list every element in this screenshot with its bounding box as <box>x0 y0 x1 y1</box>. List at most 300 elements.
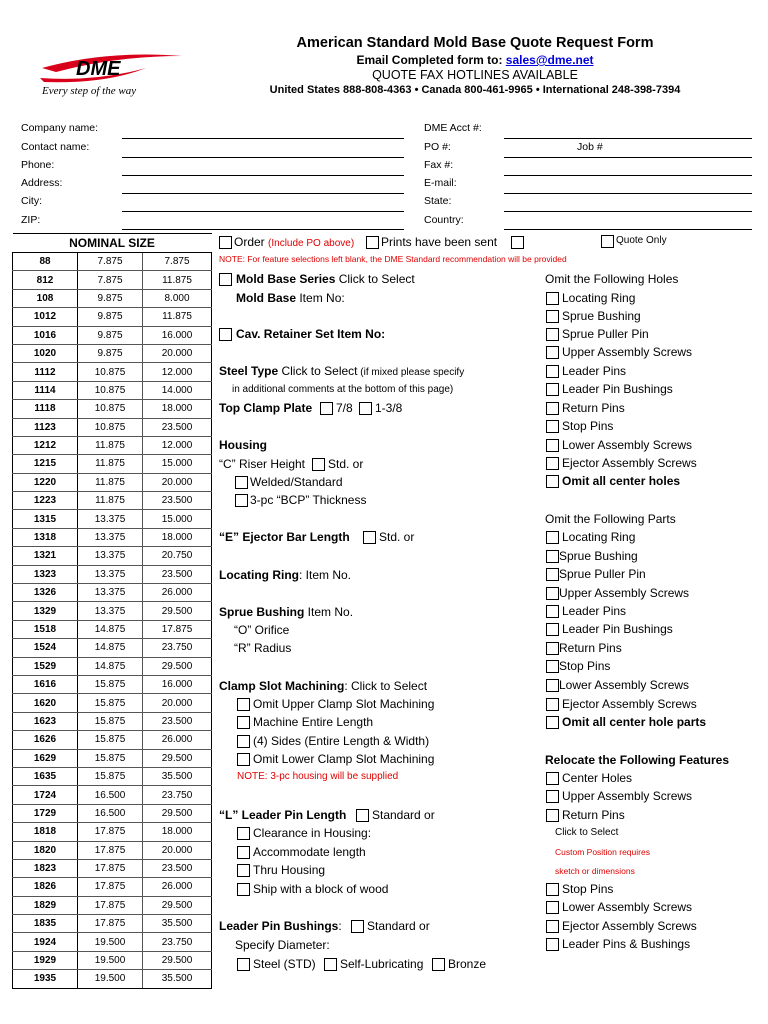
specify-diameter-label: Specify Diameter: <box>235 938 330 952</box>
size-length-cell: 15.000 <box>143 510 212 528</box>
size-row <box>13 289 212 307</box>
omit-all-holes-label: Omit all center holes <box>562 474 681 488</box>
size-code-cell: 1626 <box>13 731 78 749</box>
top-clamp-138-label: 1-3/8 <box>375 401 403 415</box>
size-code-cell: 1829 <box>13 896 78 914</box>
size-width-cell: 15.875 <box>78 731 143 749</box>
size-length-cell: 16.000 <box>143 326 212 344</box>
omit-hole-return-pins-checkbox[interactable] <box>546 402 559 415</box>
size-length-cell: 29.500 <box>143 951 212 969</box>
company-field[interactable] <box>122 138 404 139</box>
leader-clearance-label: Clearance in Housing: <box>253 826 372 840</box>
relocate-return-pins-label: Return Pins <box>562 808 625 822</box>
mold-item-bold: Mold Base <box>236 291 297 305</box>
size-width-cell: 19.500 <box>78 970 143 988</box>
size-width-cell: 17.875 <box>78 859 143 877</box>
size-code-cell: 1929 <box>13 951 78 969</box>
size-length-cell: 29.500 <box>143 896 212 914</box>
phone-label: Phone: <box>21 159 55 171</box>
size-width-cell: 19.500 <box>78 951 143 969</box>
omit-hole-sprue-puller-checkbox[interactable] <box>546 328 559 341</box>
size-width-cell: 11.875 <box>78 473 143 491</box>
clamp-entire-length-label: Machine Entire Length <box>253 715 374 729</box>
size-code-cell: 1321 <box>13 547 78 565</box>
size-code-cell: 1524 <box>13 639 78 657</box>
size-row <box>13 694 212 712</box>
relocate-click-select: Click to Select <box>555 827 619 838</box>
size-code-cell: 1020 <box>13 344 78 362</box>
size-length-cell: 26.000 <box>143 584 212 602</box>
size-length-cell: 18.000 <box>143 823 212 841</box>
size-width-cell: 15.875 <box>78 749 143 767</box>
steel-type-note: (if mixed please specify <box>357 367 465 378</box>
size-code-cell: 1826 <box>13 878 78 896</box>
mold-series-checkbox[interactable] <box>219 273 232 286</box>
omit-all-holes-checkbox[interactable] <box>546 475 559 488</box>
size-width-cell: 10.875 <box>78 418 143 436</box>
size-code-cell: 1114 <box>13 381 78 399</box>
omit-hole-leader-bushings-checkbox[interactable] <box>546 383 559 396</box>
size-length-cell: 23.750 <box>143 786 212 804</box>
size-width-cell: 11.875 <box>78 436 143 454</box>
size-length-cell: 35.500 <box>143 915 212 933</box>
size-row <box>13 510 212 528</box>
omit-all-parts-label: Omit all center hole parts <box>562 715 707 729</box>
dme-logo <box>36 48 186 98</box>
self-lubricating-label: Self-Lubricating <box>340 957 424 971</box>
relocate-lower-screws-checkbox[interactable] <box>546 901 559 914</box>
steel-std-checkbox[interactable] <box>237 958 250 971</box>
size-row <box>13 528 212 546</box>
size-row <box>13 492 212 510</box>
city-field[interactable] <box>122 211 404 212</box>
size-code-cell: 1629 <box>13 749 78 767</box>
size-width-cell: 10.875 <box>78 400 143 418</box>
size-code-cell: 1318 <box>13 528 78 546</box>
size-length-cell: 29.500 <box>143 657 212 675</box>
size-code-cell: 1820 <box>13 841 78 859</box>
clamp-four-sides-checkbox[interactable] <box>237 735 250 748</box>
cav-retainer-label: Cav. Retainer Set Item No: <box>236 327 386 341</box>
ejector-std-checkbox[interactable] <box>363 531 376 544</box>
size-width-cell: 14.875 <box>78 657 143 675</box>
size-width-cell: 13.375 <box>78 565 143 583</box>
size-code-cell: 1315 <box>13 510 78 528</box>
size-length-cell: 20.000 <box>143 694 212 712</box>
mold-item-label <box>236 291 345 305</box>
leader-ship-block-label: Ship with a block of wood <box>253 882 389 896</box>
omit-hole-sprue-puller-label: Sprue Puller Pin <box>562 327 649 341</box>
omit-hole-stop-pins-checkbox[interactable] <box>546 420 559 433</box>
size-width-cell: 17.875 <box>78 841 143 859</box>
bcp-label: 3-pc “BCP” Thickness <box>250 493 367 507</box>
clamp-slot-rest: : Click to Select <box>344 679 428 693</box>
fax-label: Fax #: <box>424 159 454 171</box>
bronze-label: Bronze <box>448 957 487 971</box>
lpb-rest: : <box>338 919 342 933</box>
size-length-cell: 20.000 <box>143 473 212 491</box>
size-row <box>13 473 212 491</box>
clamp-omit-lower-checkbox[interactable] <box>237 753 250 766</box>
size-width-cell: 7.875 <box>78 271 143 289</box>
size-code-cell: 1112 <box>13 363 78 381</box>
fax-title: QUOTE FAX HOTLINES AVAILABLE <box>372 68 578 82</box>
size-code-cell: 1529 <box>13 657 78 675</box>
size-code-cell: 1623 <box>13 712 78 730</box>
riser-std-label: Std. or <box>328 457 364 471</box>
size-row <box>13 841 212 859</box>
omit-hole-ejector-screws-label: Ejector Assembly Screws <box>562 456 697 470</box>
lpb-label <box>219 919 342 933</box>
size-row <box>13 823 212 841</box>
order-label <box>234 235 354 251</box>
size-code-cell: 1835 <box>13 915 78 933</box>
size-row <box>13 584 212 602</box>
steel-type-rest: Click to Select <box>278 364 358 378</box>
top-clamp-78-label: 7/8 <box>336 401 353 415</box>
relocate-leader-pins-label: Leader Pins & Bushings <box>562 937 691 951</box>
size-code-cell: 1935 <box>13 970 78 988</box>
size-width-cell: 9.875 <box>78 289 143 307</box>
ejector-bar-label: “E” Ejector Bar Length <box>219 530 350 544</box>
size-length-cell: 12.000 <box>143 436 212 454</box>
omit-part-upper-screws-checkbox[interactable] <box>546 587 559 600</box>
omit-hole-leader-pins-checkbox[interactable] <box>546 365 559 378</box>
omit-part-return-pins-checkbox[interactable] <box>546 642 559 655</box>
size-length-cell: 20.750 <box>143 547 212 565</box>
email-field[interactable] <box>504 193 752 194</box>
size-length-cell: 20.000 <box>143 344 212 362</box>
size-code-cell: 1212 <box>13 436 78 454</box>
leader-clearance-checkbox[interactable] <box>237 827 250 840</box>
prints-label: Prints have been sent <box>381 235 498 249</box>
size-length-cell: 12.000 <box>143 363 212 381</box>
omit-hole-locating-ring-label: Locating Ring <box>562 291 636 305</box>
size-code-cell: 1635 <box>13 767 78 785</box>
omit-part-stop-pins-label: Stop Pins <box>559 659 611 673</box>
lpb-std-checkbox[interactable] <box>351 920 364 933</box>
job-label: Job # <box>577 141 603 153</box>
size-width-cell: 13.375 <box>78 547 143 565</box>
self-lubricating-checkbox[interactable] <box>324 958 337 971</box>
size-length-cell: 20.000 <box>143 841 212 859</box>
size-width-cell: 15.875 <box>78 712 143 730</box>
omit-hole-lower-screws-checkbox[interactable] <box>546 439 559 452</box>
size-row <box>13 253 212 271</box>
sprue-bushing-bold: Sprue Bushing <box>219 605 305 619</box>
size-length-cell: 23.500 <box>143 492 212 510</box>
size-code-cell: 1118 <box>13 400 78 418</box>
company-label: Company name: <box>21 122 99 134</box>
size-row <box>13 620 212 638</box>
size-row <box>13 767 212 785</box>
size-length-cell: 26.000 <box>143 878 212 896</box>
ejector-std-label: Std. or <box>379 530 415 544</box>
omit-part-ejector-screws-checkbox[interactable] <box>546 698 559 711</box>
clamp-slot-bold: Clamp Slot Machining <box>219 679 345 693</box>
leader-accommodate-checkbox[interactable] <box>237 846 250 859</box>
size-row <box>13 951 212 969</box>
omit-part-lower-screws-checkbox[interactable] <box>546 679 559 692</box>
size-code-cell: 1012 <box>13 308 78 326</box>
size-width-cell: 16.500 <box>78 786 143 804</box>
size-row <box>13 712 212 730</box>
size-length-cell: 17.875 <box>143 620 212 638</box>
po-label: PO #: <box>424 141 451 153</box>
prints-checkbox[interactable] <box>366 236 379 249</box>
phone-hotlines: United States 888-808-4363 • Canada 800-461-9965 • International 248-398-7394 <box>269 84 681 96</box>
size-row <box>13 804 212 822</box>
riser-label: “C” Riser Height <box>219 457 306 471</box>
relocate-ejector-screws-checkbox[interactable] <box>546 920 559 933</box>
size-row <box>13 970 212 988</box>
omit-part-return-pins-label: Return Pins <box>559 641 622 655</box>
cav-retainer-checkbox[interactable] <box>219 328 232 341</box>
order-checkbox[interactable] <box>219 236 232 249</box>
relocate-return-pins-checkbox[interactable] <box>546 809 559 822</box>
bronze-checkbox[interactable] <box>432 958 445 971</box>
size-code-cell: 812 <box>13 271 78 289</box>
size-row <box>13 271 212 289</box>
contact-field[interactable] <box>122 157 404 158</box>
size-row <box>13 639 212 657</box>
size-row <box>13 786 212 804</box>
email-link[interactable]: sales@dme.net <box>505 53 594 67</box>
order-text: Order <box>234 235 265 249</box>
size-width-cell: 7.875 <box>78 253 143 271</box>
omit-hole-sprue-bushing-checkbox[interactable] <box>546 310 559 323</box>
sprue-bushing-label <box>219 605 353 619</box>
size-width-cell: 15.875 <box>78 694 143 712</box>
country-field[interactable] <box>504 229 752 230</box>
omit-part-leader-pins-label: Leader Pins <box>562 604 627 618</box>
size-length-cell: 7.875 <box>143 253 212 271</box>
steel-std-label: Steel (STD) <box>253 957 316 971</box>
order-note: (Include PO above) <box>268 238 355 249</box>
phone-field[interactable] <box>122 175 404 176</box>
size-code-cell: 1215 <box>13 455 78 473</box>
size-length-cell: 29.500 <box>143 602 212 620</box>
welded-label: Welded/Standard <box>250 475 343 489</box>
size-row <box>13 749 212 767</box>
quote-only-checkbox[interactable] <box>601 235 614 248</box>
size-row <box>13 326 212 344</box>
mold-series-rest: Click to Select <box>335 272 415 286</box>
size-row <box>13 436 212 454</box>
size-code-cell: 1729 <box>13 804 78 822</box>
size-code-cell: 1924 <box>13 933 78 951</box>
size-length-cell: 26.000 <box>143 731 212 749</box>
size-width-cell: 15.875 <box>78 675 143 693</box>
size-length-cell: 15.000 <box>143 455 212 473</box>
leader-ship-block-checkbox[interactable] <box>237 883 250 896</box>
size-width-cell: 9.875 <box>78 326 143 344</box>
steel-type-label <box>219 364 464 380</box>
omit-parts-title: Omit the Following Parts <box>545 512 676 526</box>
omit-hole-locating-ring-checkbox[interactable] <box>546 292 559 305</box>
size-row <box>13 381 212 399</box>
size-length-cell: 11.875 <box>143 271 212 289</box>
omit-part-lower-screws-label: Lower Assembly Screws <box>559 678 690 692</box>
omit-hole-return-pins-label: Return Pins <box>562 401 625 415</box>
dme-acct-label: DME Acct #: <box>424 122 482 134</box>
size-row <box>13 400 212 418</box>
welded-checkbox[interactable] <box>235 476 248 489</box>
size-code-cell: 1620 <box>13 694 78 712</box>
quote-only-label: Quote Only <box>616 235 667 246</box>
size-code-cell: 1016 <box>13 326 78 344</box>
relocate-stop-pins-checkbox[interactable] <box>546 883 559 896</box>
radius-label: “R” Radius <box>234 641 292 655</box>
leader-std-label: Standard or <box>372 808 435 822</box>
omit-part-stop-pins-checkbox[interactable] <box>546 660 559 673</box>
omit-hole-upper-screws-label: Upper Assembly Screws <box>562 345 693 359</box>
omit-part-ejector-screws-label: Ejector Assembly Screws <box>562 697 697 711</box>
size-length-cell: 35.500 <box>143 767 212 785</box>
omit-part-sprue-bushing-label: Sprue Bushing <box>559 549 638 563</box>
omit-hole-leader-pins-label: Leader Pins <box>562 364 627 378</box>
leader-std-checkbox[interactable] <box>356 809 369 822</box>
size-width-cell: 15.875 <box>78 767 143 785</box>
omit-part-sprue-puller-label: Sprue Puller Pin <box>559 567 646 581</box>
po-field[interactable] <box>504 157 752 158</box>
size-length-cell: 23.750 <box>143 933 212 951</box>
zip-label: ZIP: <box>21 214 41 226</box>
orifice-label: “O” Orifice <box>234 623 290 637</box>
bcp-checkbox[interactable] <box>235 494 248 507</box>
size-length-cell: 23.500 <box>143 565 212 583</box>
omit-part-leader-bushings-checkbox[interactable] <box>546 623 559 636</box>
size-row <box>13 896 212 914</box>
size-length-cell: 23.750 <box>143 639 212 657</box>
size-width-cell: 17.875 <box>78 896 143 914</box>
zip-field[interactable] <box>122 229 404 230</box>
clamp-note: NOTE: 3-pc housing will be supplied <box>237 771 399 782</box>
omit-hole-upper-screws-checkbox[interactable] <box>546 346 559 359</box>
omit-part-sprue-puller-checkbox[interactable] <box>546 568 559 581</box>
housing-label: Housing <box>219 438 267 452</box>
steel-type-bold: Steel Type <box>219 364 279 378</box>
size-code-cell: 88 <box>13 253 78 271</box>
country-label: Country: <box>424 214 464 226</box>
nominal-size-header: NOMINAL SIZE <box>13 234 212 253</box>
size-code-cell: 1123 <box>13 418 78 436</box>
omit-part-locating-ring-checkbox[interactable] <box>546 531 559 544</box>
size-code-cell: 1724 <box>13 786 78 804</box>
clamp-omit-upper-label: Omit Upper Clamp Slot Machining <box>253 697 435 711</box>
size-code-cell: 1223 <box>13 492 78 510</box>
relocate-leader-pins-checkbox[interactable] <box>546 938 559 951</box>
riser-std-checkbox[interactable] <box>312 458 325 471</box>
size-width-cell: 17.875 <box>78 878 143 896</box>
prints-extra-checkbox[interactable] <box>511 236 524 249</box>
state-field[interactable] <box>504 211 752 212</box>
omit-part-locating-ring-label: Locating Ring <box>562 530 636 544</box>
size-width-cell: 11.875 <box>78 492 143 510</box>
omit-part-sprue-bushing-checkbox[interactable] <box>546 550 559 563</box>
relocate-upper-screws-checkbox[interactable] <box>546 790 559 803</box>
mold-series-bold: Mold Base Series <box>236 272 336 286</box>
lpb-bold: Leader Pin Bushings <box>219 919 339 933</box>
state-label: State: <box>424 195 452 207</box>
leader-thru-checkbox[interactable] <box>237 864 250 877</box>
size-row <box>13 602 212 620</box>
relocate-ejector-screws-label: Ejector Assembly Screws <box>562 919 697 933</box>
top-clamp-138-checkbox[interactable] <box>359 402 372 415</box>
locating-ring-bold: Locating Ring <box>219 568 299 582</box>
omit-all-parts-checkbox[interactable] <box>546 716 559 729</box>
dme-logo-graphic <box>36 48 186 98</box>
size-row <box>13 731 212 749</box>
email-line <box>210 53 740 67</box>
size-length-cell: 14.000 <box>143 381 212 399</box>
size-width-cell: 10.875 <box>78 363 143 381</box>
size-row <box>13 565 212 583</box>
relocate-center-holes-checkbox[interactable] <box>546 772 559 785</box>
leader-accommodate-label: Accommodate length <box>253 845 366 859</box>
size-row <box>13 859 212 877</box>
nominal-size-table <box>12 233 212 989</box>
logo-tagline: Every step of the way <box>42 85 137 97</box>
sprue-bushing-rest: Item No. <box>304 605 354 619</box>
size-width-cell: 10.875 <box>78 381 143 399</box>
size-code-cell: 1329 <box>13 602 78 620</box>
custom-position-note: Custom Position requires <box>555 847 650 857</box>
size-row <box>13 363 212 381</box>
size-width-cell: 11.875 <box>78 455 143 473</box>
relocate-stop-pins-label: Stop Pins <box>562 882 614 896</box>
omit-holes-title: Omit the Following Holes <box>545 272 679 286</box>
contact-label: Contact name: <box>21 141 90 153</box>
address-field[interactable] <box>122 193 404 194</box>
clamp-four-sides-label: (4) Sides (Entire Length & Width) <box>253 734 430 748</box>
size-width-cell: 9.875 <box>78 308 143 326</box>
size-length-cell: 23.500 <box>143 418 212 436</box>
email-label: E-mail: <box>424 177 457 189</box>
logo-text: DME <box>76 58 121 80</box>
fax-field[interactable] <box>504 175 752 176</box>
size-row <box>13 878 212 896</box>
size-row <box>13 915 212 933</box>
relocate-title: Relocate the Following Features <box>545 753 730 767</box>
size-length-cell: 8.000 <box>143 289 212 307</box>
size-width-cell: 19.500 <box>78 933 143 951</box>
address-label: Address: <box>21 177 63 189</box>
leader-length-label: “L” Leader Pin Length <box>219 808 347 822</box>
top-clamp-78-checkbox[interactable] <box>320 402 333 415</box>
size-width-cell: 13.375 <box>78 528 143 546</box>
size-code-cell: 1220 <box>13 473 78 491</box>
clamp-entire-length-checkbox[interactable] <box>237 716 250 729</box>
size-row <box>13 675 212 693</box>
relocate-upper-screws-label: Upper Assembly Screws <box>562 789 693 803</box>
size-length-cell: 23.500 <box>143 859 212 877</box>
sketch-note: sketch or dimensions <box>555 866 635 876</box>
size-code-cell: 1818 <box>13 823 78 841</box>
size-width-cell: 17.875 <box>78 915 143 933</box>
size-width-cell: 13.375 <box>78 584 143 602</box>
omit-part-leader-bushings-label: Leader Pin Bushings <box>562 622 673 636</box>
size-code-cell: 1326 <box>13 584 78 602</box>
steel-type-note2: in additional comments at the bottom of this page) <box>232 384 454 395</box>
omit-part-leader-pins-checkbox[interactable] <box>546 605 559 618</box>
size-length-cell: 18.000 <box>143 400 212 418</box>
clamp-omit-upper-checkbox[interactable] <box>237 698 250 711</box>
dme-acct-field[interactable] <box>504 138 752 139</box>
size-row <box>13 344 212 362</box>
omit-hole-ejector-screws-checkbox[interactable] <box>546 457 559 470</box>
lpb-std-label: Standard or <box>367 919 430 933</box>
